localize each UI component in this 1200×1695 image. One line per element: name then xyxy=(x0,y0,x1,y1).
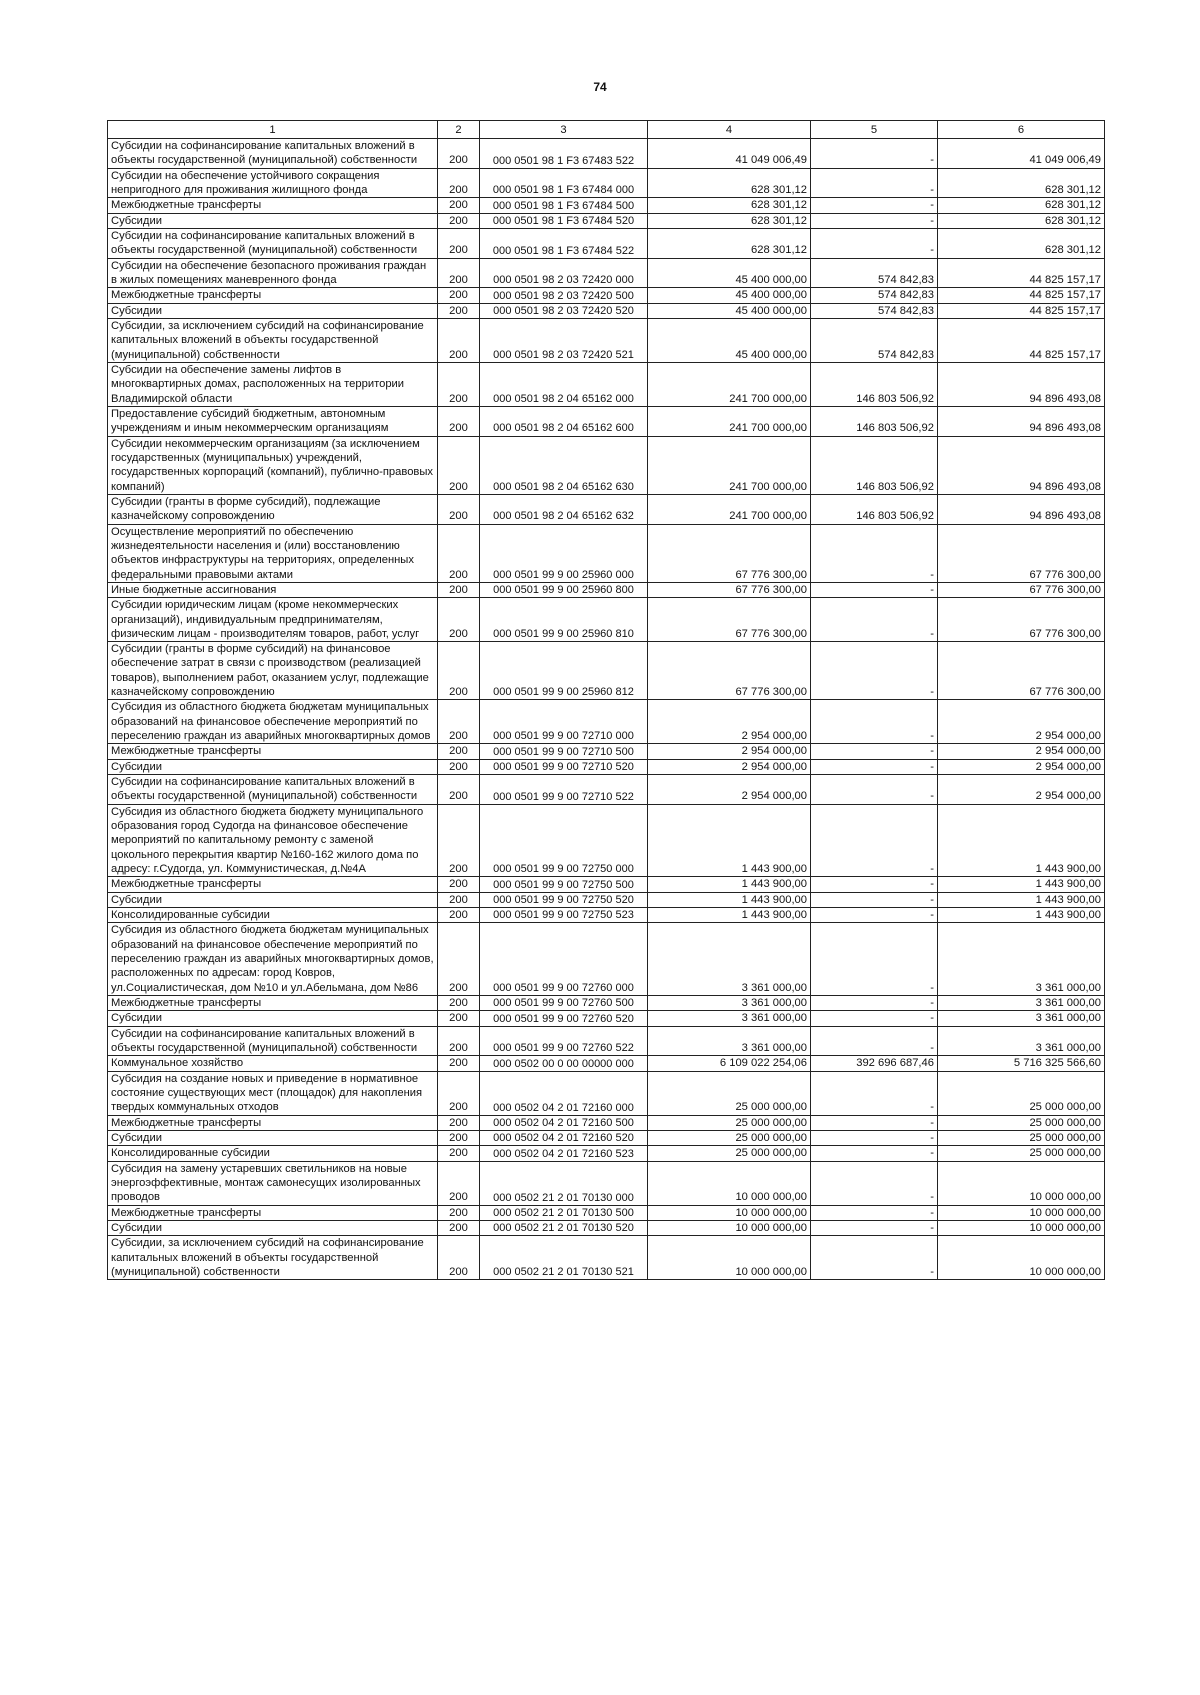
change-amount: - xyxy=(811,1220,938,1235)
column-number: 2 xyxy=(438,121,480,139)
budget-classification-code: 000 0501 98 2 04 65162 000 xyxy=(480,362,648,406)
total-amount: 10 000 000,00 xyxy=(938,1220,1105,1235)
row-name: Субсидии на софинансирование капитальных вложений в объекты государственной (муниципальной) собственности xyxy=(108,1026,438,1056)
row-name: Субсидии на софинансирование капитальных вложений в объекты государственной (муниципальной) собственности xyxy=(108,139,438,169)
admin-code: 200 xyxy=(438,996,480,1011)
approved-amount: 241 700 000,00 xyxy=(648,406,811,436)
budget-classification-code: 000 0501 98 1 F3 67484 500 xyxy=(480,198,648,213)
total-amount: 2 954 000,00 xyxy=(938,700,1105,744)
row-name: Предоставление субсидий бюджетным, автономным учреждениям и иным некоммерческим организациям xyxy=(108,406,438,436)
budget-classification-code: 000 0501 99 9 00 25960 800 xyxy=(480,582,648,597)
total-amount: 1 443 900,00 xyxy=(938,804,1105,877)
row-name: Межбюджетные трансферты xyxy=(108,198,438,213)
approved-amount: 628 301,12 xyxy=(648,213,811,228)
admin-code: 200 xyxy=(438,303,480,318)
row-name: Субсидия на создание новых и приведение в нормативное состояние существующих мест (площадок) для накопления твердых коммунальных отходов xyxy=(108,1071,438,1115)
admin-code: 200 xyxy=(438,436,480,494)
change-amount: 392 696 687,46 xyxy=(811,1056,938,1071)
change-amount: 574 842,83 xyxy=(811,318,938,362)
total-amount: 10 000 000,00 xyxy=(938,1161,1105,1205)
approved-amount: 3 361 000,00 xyxy=(648,996,811,1011)
budget-classification-code: 000 0502 21 2 01 70130 520 xyxy=(480,1220,648,1235)
budget-classification-code: 000 0501 98 2 04 65162 632 xyxy=(480,494,648,524)
approved-amount: 25 000 000,00 xyxy=(648,1071,811,1115)
row-name: Осуществление мероприятий по обеспечению жизнедеятельности населения и (или) восстановлению объектов инфраструктуры на территориях, определенных федеральными правовыми актами xyxy=(108,524,438,582)
total-amount: 628 301,12 xyxy=(938,198,1105,213)
change-amount: - xyxy=(811,1071,938,1115)
change-amount: - xyxy=(811,923,938,996)
approved-amount: 45 400 000,00 xyxy=(648,258,811,288)
budget-classification-code: 000 0501 99 9 00 72760 000 xyxy=(480,923,648,996)
row-name: Субсидии xyxy=(108,303,438,318)
approved-amount: 2 954 000,00 xyxy=(648,775,811,805)
table-row xyxy=(108,744,1105,759)
approved-amount: 67 776 300,00 xyxy=(648,524,811,582)
row-name: Субсидии (гранты в форме субсидий), подлежащие казначейскому сопровождению xyxy=(108,494,438,524)
budget-classification-code: 000 0501 98 1 F3 67483 522 xyxy=(480,139,648,169)
budget-classification-code: 000 0502 00 0 00 00000 000 xyxy=(480,1056,648,1071)
budget-classification-code: 000 0501 99 9 00 72760 500 xyxy=(480,996,648,1011)
row-name: Субсидии xyxy=(108,1220,438,1235)
approved-amount: 45 400 000,00 xyxy=(648,318,811,362)
total-amount: 628 301,12 xyxy=(938,213,1105,228)
total-amount: 25 000 000,00 xyxy=(938,1130,1105,1145)
budget-classification-code: 000 0502 04 2 01 72160 000 xyxy=(480,1071,648,1115)
table-row xyxy=(108,1220,1105,1235)
total-amount: 25 000 000,00 xyxy=(938,1115,1105,1130)
total-amount: 2 954 000,00 xyxy=(938,775,1105,805)
admin-code: 200 xyxy=(438,1236,480,1280)
table-row xyxy=(108,288,1105,303)
admin-code: 200 xyxy=(438,642,480,700)
admin-code: 200 xyxy=(438,258,480,288)
row-name: Межбюджетные трансферты xyxy=(108,1205,438,1220)
table-row xyxy=(108,1146,1105,1161)
total-amount: 67 776 300,00 xyxy=(938,582,1105,597)
table-row xyxy=(108,775,1105,805)
admin-code: 200 xyxy=(438,288,480,303)
row-name: Межбюджетные трансферты xyxy=(108,1115,438,1130)
change-amount: - xyxy=(811,1130,938,1145)
approved-amount: 10 000 000,00 xyxy=(648,1205,811,1220)
approved-amount: 628 301,12 xyxy=(648,168,811,198)
page-number: 74 xyxy=(593,80,607,94)
budget-classification-code: 000 0501 98 2 03 72420 500 xyxy=(480,288,648,303)
admin-code: 200 xyxy=(438,1011,480,1026)
admin-code: 200 xyxy=(438,892,480,907)
change-amount: - xyxy=(811,139,938,169)
total-amount: 628 301,12 xyxy=(938,228,1105,258)
total-amount: 25 000 000,00 xyxy=(938,1071,1105,1115)
approved-amount: 1 443 900,00 xyxy=(648,804,811,877)
budget-classification-code: 000 0502 04 2 01 72160 523 xyxy=(480,1146,648,1161)
approved-amount: 3 361 000,00 xyxy=(648,923,811,996)
table-row xyxy=(108,524,1105,582)
budget-classification-code: 000 0501 99 9 00 72760 522 xyxy=(480,1026,648,1056)
approved-amount: 241 700 000,00 xyxy=(648,436,811,494)
total-amount: 67 776 300,00 xyxy=(938,598,1105,642)
approved-amount: 10 000 000,00 xyxy=(648,1161,811,1205)
total-amount: 3 361 000,00 xyxy=(938,923,1105,996)
budget-classification-code: 000 0502 21 2 01 70130 521 xyxy=(480,1236,648,1280)
row-name: Межбюджетные трансферты xyxy=(108,288,438,303)
table-row xyxy=(108,1236,1105,1280)
change-amount: - xyxy=(811,582,938,597)
total-amount: 44 825 157,17 xyxy=(938,258,1105,288)
row-name: Субсидии (гранты в форме субсидий) на финансовое обеспечение затрат в связи с производством (реализацией товаров), выполнением работ, оказанием услуг, подлежащие казначейскому сопровождению xyxy=(108,642,438,700)
admin-code: 200 xyxy=(438,804,480,877)
admin-code: 200 xyxy=(438,598,480,642)
approved-amount: 1 443 900,00 xyxy=(648,908,811,923)
total-amount: 3 361 000,00 xyxy=(938,1011,1105,1026)
table-row xyxy=(108,318,1105,362)
approved-amount: 2 954 000,00 xyxy=(648,744,811,759)
admin-code: 200 xyxy=(438,1056,480,1071)
admin-code: 200 xyxy=(438,494,480,524)
change-amount: - xyxy=(811,1161,938,1205)
admin-code: 200 xyxy=(438,744,480,759)
admin-code: 200 xyxy=(438,228,480,258)
admin-code: 200 xyxy=(438,362,480,406)
change-amount: - xyxy=(811,198,938,213)
budget-classification-code: 000 0501 98 1 F3 67484 000 xyxy=(480,168,648,198)
row-name: Межбюджетные трансферты xyxy=(108,996,438,1011)
budget-classification-code: 000 0501 99 9 00 25960 000 xyxy=(480,524,648,582)
budget-classification-code: 000 0501 99 9 00 25960 812 xyxy=(480,642,648,700)
budget-classification-code: 000 0501 98 1 F3 67484 522 xyxy=(480,228,648,258)
table-row xyxy=(108,1071,1105,1115)
change-amount: 146 803 506,92 xyxy=(811,494,938,524)
approved-amount: 45 400 000,00 xyxy=(648,303,811,318)
table-body xyxy=(108,139,1105,1280)
column-number: 3 xyxy=(480,121,648,139)
total-amount: 94 896 493,08 xyxy=(938,362,1105,406)
budget-classification-code: 000 0501 99 9 00 72710 522 xyxy=(480,775,648,805)
approved-amount: 6 109 022 254,06 xyxy=(648,1056,811,1071)
change-amount: - xyxy=(811,996,938,1011)
budget-classification-code: 000 0502 21 2 01 70130 500 xyxy=(480,1205,648,1220)
admin-code: 200 xyxy=(438,1130,480,1145)
admin-code: 200 xyxy=(438,582,480,597)
admin-code: 200 xyxy=(438,1205,480,1220)
table-row xyxy=(108,198,1105,213)
total-amount: 94 896 493,08 xyxy=(938,494,1105,524)
total-amount: 67 776 300,00 xyxy=(938,642,1105,700)
change-amount: - xyxy=(811,228,938,258)
change-amount: - xyxy=(811,775,938,805)
table-row xyxy=(108,1115,1105,1130)
table-row xyxy=(108,362,1105,406)
change-amount: - xyxy=(811,1026,938,1056)
change-amount: - xyxy=(811,892,938,907)
budget-classification-code: 000 0501 98 2 04 65162 600 xyxy=(480,406,648,436)
approved-amount: 10 000 000,00 xyxy=(648,1236,811,1280)
approved-amount: 2 954 000,00 xyxy=(648,700,811,744)
approved-amount: 67 776 300,00 xyxy=(648,582,811,597)
budget-classification-code: 000 0501 99 9 00 72750 520 xyxy=(480,892,648,907)
change-amount: - xyxy=(811,1011,938,1026)
change-amount: 574 842,83 xyxy=(811,288,938,303)
budget-classification-code: 000 0501 98 2 03 72420 520 xyxy=(480,303,648,318)
table-row xyxy=(108,1161,1105,1205)
change-amount: - xyxy=(811,598,938,642)
table-row xyxy=(108,598,1105,642)
change-amount: 146 803 506,92 xyxy=(811,362,938,406)
row-name: Субсидия из областного бюджета бюджетам муниципальных образований на финансовое обеспечение мероприятий по переселению граждан из аварийных многоквартирных домов, расположенных по адресам: город Ковров, ул.Социалистическая, дом №10 и ул.Абельмана, дом №86 xyxy=(108,923,438,996)
table-row xyxy=(108,494,1105,524)
table-row xyxy=(108,996,1105,1011)
budget-classification-code: 000 0501 99 9 00 72750 500 xyxy=(480,877,648,892)
total-amount: 41 049 006,49 xyxy=(938,139,1105,169)
budget-classification-code: 000 0502 21 2 01 70130 000 xyxy=(480,1161,648,1205)
approved-amount: 3 361 000,00 xyxy=(648,1011,811,1026)
table-row xyxy=(108,892,1105,907)
total-amount: 2 954 000,00 xyxy=(938,744,1105,759)
table-row xyxy=(108,436,1105,494)
approved-amount: 25 000 000,00 xyxy=(648,1146,811,1161)
row-name: Субсидии на обеспечение замены лифтов в многоквартирных домах, расположенных на территории Владимирской области xyxy=(108,362,438,406)
change-amount: 574 842,83 xyxy=(811,303,938,318)
admin-code: 200 xyxy=(438,318,480,362)
budget-classification-code: 000 0501 98 1 F3 67484 520 xyxy=(480,213,648,228)
approved-amount: 10 000 000,00 xyxy=(648,1220,811,1235)
budget-classification-code: 000 0501 98 2 03 72420 521 xyxy=(480,318,648,362)
change-amount: - xyxy=(811,1205,938,1220)
row-name: Субсидия из областного бюджета бюджетам муниципальных образований на финансовое обеспечение мероприятий по переселению граждан из аварийных многоквартирных домов xyxy=(108,700,438,744)
column-number-row xyxy=(108,121,1105,139)
total-amount: 3 361 000,00 xyxy=(938,996,1105,1011)
admin-code: 200 xyxy=(438,1161,480,1205)
table-row xyxy=(108,303,1105,318)
admin-code: 200 xyxy=(438,213,480,228)
change-amount: - xyxy=(811,213,938,228)
total-amount: 25 000 000,00 xyxy=(938,1146,1105,1161)
row-name: Субсидии юридическим лицам (кроме некоммерческих организаций), индивидуальным предпринимателям, физическим лицам - производителям товаров, работ, услуг xyxy=(108,598,438,642)
table-row xyxy=(108,923,1105,996)
table-row xyxy=(108,642,1105,700)
column-number: 5 xyxy=(811,121,938,139)
change-amount: - xyxy=(811,1146,938,1161)
admin-code: 200 xyxy=(438,198,480,213)
table-row xyxy=(108,1205,1105,1220)
column-number: 1 xyxy=(108,121,438,139)
admin-code: 200 xyxy=(438,1026,480,1056)
approved-amount: 241 700 000,00 xyxy=(648,362,811,406)
row-name: Субсидии на софинансирование капитальных вложений в объекты государственной (муниципальной) собственности xyxy=(108,775,438,805)
approved-amount: 3 361 000,00 xyxy=(648,1026,811,1056)
total-amount: 628 301,12 xyxy=(938,168,1105,198)
approved-amount: 241 700 000,00 xyxy=(648,494,811,524)
change-amount: - xyxy=(811,168,938,198)
total-amount: 10 000 000,00 xyxy=(938,1236,1105,1280)
table-row xyxy=(108,258,1105,288)
row-name: Иные бюджетные ассигнования xyxy=(108,582,438,597)
total-amount: 67 776 300,00 xyxy=(938,524,1105,582)
table-row xyxy=(108,1011,1105,1026)
budget-classification-code: 000 0501 98 2 03 72420 000 xyxy=(480,258,648,288)
row-name: Субсидии xyxy=(108,759,438,774)
admin-code: 200 xyxy=(438,877,480,892)
row-name: Межбюджетные трансферты xyxy=(108,744,438,759)
table-row xyxy=(108,804,1105,877)
approved-amount: 41 049 006,49 xyxy=(648,139,811,169)
row-name: Консолидированные субсидии xyxy=(108,1146,438,1161)
budget-classification-code: 000 0502 04 2 01 72160 520 xyxy=(480,1130,648,1145)
column-number: 6 xyxy=(938,121,1105,139)
table-row xyxy=(108,700,1105,744)
admin-code: 200 xyxy=(438,168,480,198)
total-amount: 10 000 000,00 xyxy=(938,1205,1105,1220)
row-name: Субсидии xyxy=(108,1130,438,1145)
approved-amount: 67 776 300,00 xyxy=(648,598,811,642)
budget-classification-code: 000 0501 99 9 00 72710 500 xyxy=(480,744,648,759)
approved-amount: 25 000 000,00 xyxy=(648,1130,811,1145)
change-amount: 146 803 506,92 xyxy=(811,436,938,494)
admin-code: 200 xyxy=(438,1071,480,1115)
table-row xyxy=(108,908,1105,923)
row-name: Субсидии, за исключением субсидий на софинансирование капитальных вложений в объекты государственной (муниципальной) собственности xyxy=(108,318,438,362)
approved-amount: 45 400 000,00 xyxy=(648,288,811,303)
table-row xyxy=(108,228,1105,258)
budget-classification-code: 000 0502 04 2 01 72160 500 xyxy=(480,1115,648,1130)
total-amount: 94 896 493,08 xyxy=(938,436,1105,494)
row-name: Субсидия из областного бюджета бюджету муниципального образования город Судогда на финансовое обеспечение мероприятий по капитальному ремонту с заменой цокольного перекрытия квартир №160-162 жилого дома по адресу: г.Судогда, ул. Коммунистическая, д.№4А xyxy=(108,804,438,877)
approved-amount: 1 443 900,00 xyxy=(648,892,811,907)
admin-code: 200 xyxy=(438,908,480,923)
admin-code: 200 xyxy=(438,775,480,805)
budget-classification-code: 000 0501 99 9 00 25960 810 xyxy=(480,598,648,642)
row-name: Субсидии, за исключением субсидий на софинансирование капитальных вложений в объекты государственной (муниципальной) собственности xyxy=(108,1236,438,1280)
admin-code: 200 xyxy=(438,759,480,774)
change-amount: - xyxy=(811,877,938,892)
change-amount: 146 803 506,92 xyxy=(811,406,938,436)
total-amount: 5 716 325 566,60 xyxy=(938,1056,1105,1071)
table-row xyxy=(108,582,1105,597)
row-name: Консолидированные субсидии xyxy=(108,908,438,923)
budget-table xyxy=(107,120,1105,1280)
change-amount: - xyxy=(811,744,938,759)
row-name: Субсидии на обеспечение устойчивого сокращения непригодного для проживания жилищного фонда xyxy=(108,168,438,198)
table-row xyxy=(108,139,1105,169)
admin-code: 200 xyxy=(438,406,480,436)
admin-code: 200 xyxy=(438,700,480,744)
total-amount: 44 825 157,17 xyxy=(938,303,1105,318)
column-number: 4 xyxy=(648,121,811,139)
total-amount: 2 954 000,00 xyxy=(938,759,1105,774)
total-amount: 44 825 157,17 xyxy=(938,318,1105,362)
budget-classification-code: 000 0501 99 9 00 72750 000 xyxy=(480,804,648,877)
table-row xyxy=(108,759,1105,774)
total-amount: 1 443 900,00 xyxy=(938,908,1105,923)
approved-amount: 1 443 900,00 xyxy=(648,877,811,892)
approved-amount: 628 301,12 xyxy=(648,198,811,213)
change-amount: - xyxy=(811,700,938,744)
table-row xyxy=(108,877,1105,892)
table-row xyxy=(108,168,1105,198)
row-name: Субсидии на обеспечение безопасного проживания граждан в жилых помещениях маневренного фонда xyxy=(108,258,438,288)
change-amount: - xyxy=(811,524,938,582)
admin-code: 200 xyxy=(438,1220,480,1235)
admin-code: 200 xyxy=(438,1115,480,1130)
table-row xyxy=(108,406,1105,436)
row-name: Субсидии xyxy=(108,892,438,907)
total-amount: 44 825 157,17 xyxy=(938,288,1105,303)
total-amount: 94 896 493,08 xyxy=(938,406,1105,436)
total-amount: 1 443 900,00 xyxy=(938,877,1105,892)
table-row xyxy=(108,1056,1105,1071)
change-amount: - xyxy=(811,908,938,923)
approved-amount: 25 000 000,00 xyxy=(648,1115,811,1130)
budget-classification-code: 000 0501 99 9 00 72750 523 xyxy=(480,908,648,923)
row-name: Субсидии некоммерческим организациям (за исключением государственных (муниципальных) учреждений, государственных корпораций (компаний), публично-правовых компаний) xyxy=(108,436,438,494)
change-amount: - xyxy=(811,642,938,700)
change-amount: 574 842,83 xyxy=(811,258,938,288)
table-row xyxy=(108,1130,1105,1145)
budget-classification-code: 000 0501 99 9 00 72710 520 xyxy=(480,759,648,774)
row-name: Субсидии на софинансирование капитальных вложений в объекты государственной (муниципальной) собственности xyxy=(108,228,438,258)
approved-amount: 67 776 300,00 xyxy=(648,642,811,700)
admin-code: 200 xyxy=(438,1146,480,1161)
budget-classification-code: 000 0501 98 2 04 65162 630 xyxy=(480,436,648,494)
admin-code: 200 xyxy=(438,524,480,582)
change-amount: - xyxy=(811,1236,938,1280)
change-amount: - xyxy=(811,804,938,877)
budget-classification-code: 000 0501 99 9 00 72710 000 xyxy=(480,700,648,744)
row-name: Коммунальное хозяйство xyxy=(108,1056,438,1071)
admin-code: 200 xyxy=(438,139,480,169)
total-amount: 3 361 000,00 xyxy=(938,1026,1105,1056)
budget-classification-code: 000 0501 99 9 00 72760 520 xyxy=(480,1011,648,1026)
row-name: Субсидии xyxy=(108,1011,438,1026)
admin-code: 200 xyxy=(438,923,480,996)
table-row xyxy=(108,213,1105,228)
row-name: Субсидии xyxy=(108,213,438,228)
row-name: Межбюджетные трансферты xyxy=(108,877,438,892)
table-row xyxy=(108,1026,1105,1056)
approved-amount: 2 954 000,00 xyxy=(648,759,811,774)
change-amount: - xyxy=(811,759,938,774)
approved-amount: 628 301,12 xyxy=(648,228,811,258)
row-name: Субсидия на замену устаревших светильников на новые энергоэффективные, монтаж самонесущих изолированных проводов xyxy=(108,1161,438,1205)
change-amount: - xyxy=(811,1115,938,1130)
total-amount: 1 443 900,00 xyxy=(938,892,1105,907)
